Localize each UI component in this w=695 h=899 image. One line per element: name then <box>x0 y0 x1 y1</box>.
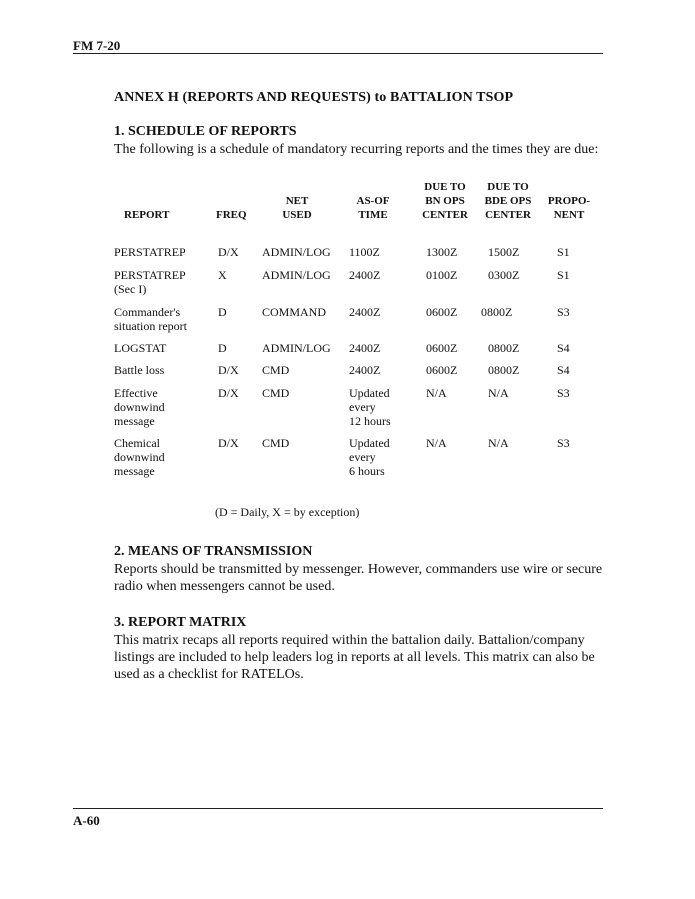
row-asof-line: 12 hours <box>349 414 391 428</box>
row-bn: 1300Z <box>426 245 458 259</box>
row-asof-line: 2400Z <box>349 305 381 319</box>
page-header-label: FM 7-20 <box>73 38 121 53</box>
col-header-prop-line1: PROPO- <box>547 195 591 207</box>
row-net: ADMIN/LOG <box>262 341 331 355</box>
row-report-line: Commander's <box>114 305 181 319</box>
row-report-line: Battle loss <box>114 363 165 377</box>
row-proponent: S4 <box>557 341 570 355</box>
row-freq: D/X <box>218 245 239 259</box>
row-bde: 0800Z <box>481 305 513 319</box>
col-header-net-line1: NET <box>285 195 309 207</box>
row-asof <box>349 305 380 319</box>
row-net: CMD <box>262 386 290 400</box>
col-header-bn <box>419 180 471 222</box>
row-report <box>114 268 186 296</box>
row-asof-line: 1100Z <box>349 245 380 259</box>
col-header-bde-line1: DUE TO <box>487 181 529 193</box>
row-asof <box>349 341 380 355</box>
row-proponent: S3 <box>557 436 570 450</box>
row-asof <box>349 363 380 377</box>
row-asof-line: Updated <box>349 386 390 400</box>
annex-title: ANNEX H (REPORTS AND REQUESTS) to BATTALION TSOP <box>114 90 514 105</box>
section2-body: Reports should be transmitted by messenger. However, commanders use wire or secure radio when messengers cannot be used. <box>114 562 603 594</box>
row-report-line: PERSTATREP <box>114 268 186 282</box>
row-report <box>114 341 166 355</box>
row-asof <box>349 436 390 478</box>
row-proponent: S3 <box>557 305 570 319</box>
row-report-line: situation report <box>114 319 187 333</box>
col-header-bde <box>480 180 536 222</box>
col-header-bde-line2: BDE OPS <box>484 195 532 207</box>
row-report <box>114 436 165 478</box>
header-rule <box>73 53 603 54</box>
row-asof-line: 2400Z <box>349 363 381 377</box>
section3-heading: 3. REPORT MATRIX <box>114 615 247 630</box>
row-asof-line: 2400Z <box>349 341 381 355</box>
col-header-asof <box>350 194 396 222</box>
row-asof-line: every <box>349 450 376 464</box>
row-bn: 0600Z <box>426 341 458 355</box>
row-report-line: downwind <box>114 450 165 464</box>
col-header-bn-line3: CENTER <box>422 209 468 221</box>
col-header-net <box>272 194 322 222</box>
frequency-legend: (D = Daily, X = by exception) <box>215 505 360 519</box>
row-bde: 0300Z <box>488 268 520 282</box>
col-header-bn-line1: DUE TO <box>424 181 466 193</box>
row-bn: N/A <box>426 436 447 450</box>
row-report-line: message <box>114 414 155 428</box>
row-asof-line: every <box>349 400 376 414</box>
section2-heading: 2. MEANS OF TRANSMISSION <box>114 544 313 559</box>
row-freq: D <box>218 341 227 355</box>
col-header-bn-line2: BN OPS <box>425 195 465 207</box>
row-report-line: Chemical <box>114 436 160 450</box>
col-header-report: REPORT <box>124 209 170 221</box>
row-freq: X <box>218 268 227 282</box>
section1-heading: 1. SCHEDULE OF REPORTS <box>114 124 297 139</box>
row-asof-line: Updated <box>349 436 390 450</box>
row-freq: D/X <box>218 436 239 450</box>
row-freq: D/X <box>218 386 239 400</box>
row-asof <box>349 386 391 428</box>
col-header-asof-line1: AS-OF <box>356 195 390 207</box>
row-bde: 1500Z <box>488 245 520 259</box>
row-asof-line: 6 hours <box>349 464 385 478</box>
row-asof-line: 2400Z <box>349 268 381 282</box>
col-header-freq: FREQ <box>216 209 247 221</box>
row-report-line: (Sec I) <box>114 282 147 296</box>
section1-intro: The following is a schedule of mandatory recurring reports and the times they are due: <box>114 142 599 157</box>
col-header-bde-line3: CENTER <box>485 209 531 221</box>
row-bde: 0800Z <box>488 363 520 377</box>
row-net: CMD <box>262 436 290 450</box>
row-report <box>114 245 186 259</box>
row-proponent: S3 <box>557 386 570 400</box>
col-header-prop-line2: NENT <box>553 209 585 221</box>
row-net: CMD <box>262 363 290 377</box>
footer-rule <box>73 808 603 809</box>
row-net: ADMIN/LOG <box>262 245 331 259</box>
row-proponent: S1 <box>557 268 570 282</box>
row-report-line: message <box>114 464 155 478</box>
row-bn: N/A <box>426 386 447 400</box>
row-bde: N/A <box>488 436 509 450</box>
row-report <box>114 386 165 428</box>
col-header-net-line2: USED <box>282 209 312 221</box>
row-report-line: LOGSTAT <box>114 341 167 355</box>
row-asof <box>349 268 380 282</box>
row-report-line: downwind <box>114 400 165 414</box>
row-proponent: S1 <box>557 245 570 259</box>
col-header-proponent <box>544 194 594 222</box>
row-net: COMMAND <box>262 305 327 319</box>
row-bde: 0800Z <box>488 341 520 355</box>
row-report <box>114 363 164 377</box>
section3-body: This matrix recaps all reports required within the battalion daily. Battalion/company listings are included to help leaders log in reports at all levels. This matrix can also be used as a checklist for RATELOs. <box>114 633 595 682</box>
row-report-line: PERSTATREP <box>114 245 186 259</box>
row-report-line: Effective <box>114 386 158 400</box>
row-proponent: S4 <box>557 363 570 377</box>
row-net: ADMIN/LOG <box>262 268 331 282</box>
col-header-asof-line2: TIME <box>358 209 388 221</box>
row-bn: 0600Z <box>426 305 458 319</box>
row-freq: D <box>218 305 227 319</box>
page-number: A-60 <box>73 813 100 828</box>
row-asof <box>349 245 380 259</box>
row-bn: 0100Z <box>426 268 458 282</box>
row-freq: D/X <box>218 363 239 377</box>
row-bn: 0600Z <box>426 363 458 377</box>
row-report <box>114 305 187 333</box>
row-bde: N/A <box>488 386 509 400</box>
